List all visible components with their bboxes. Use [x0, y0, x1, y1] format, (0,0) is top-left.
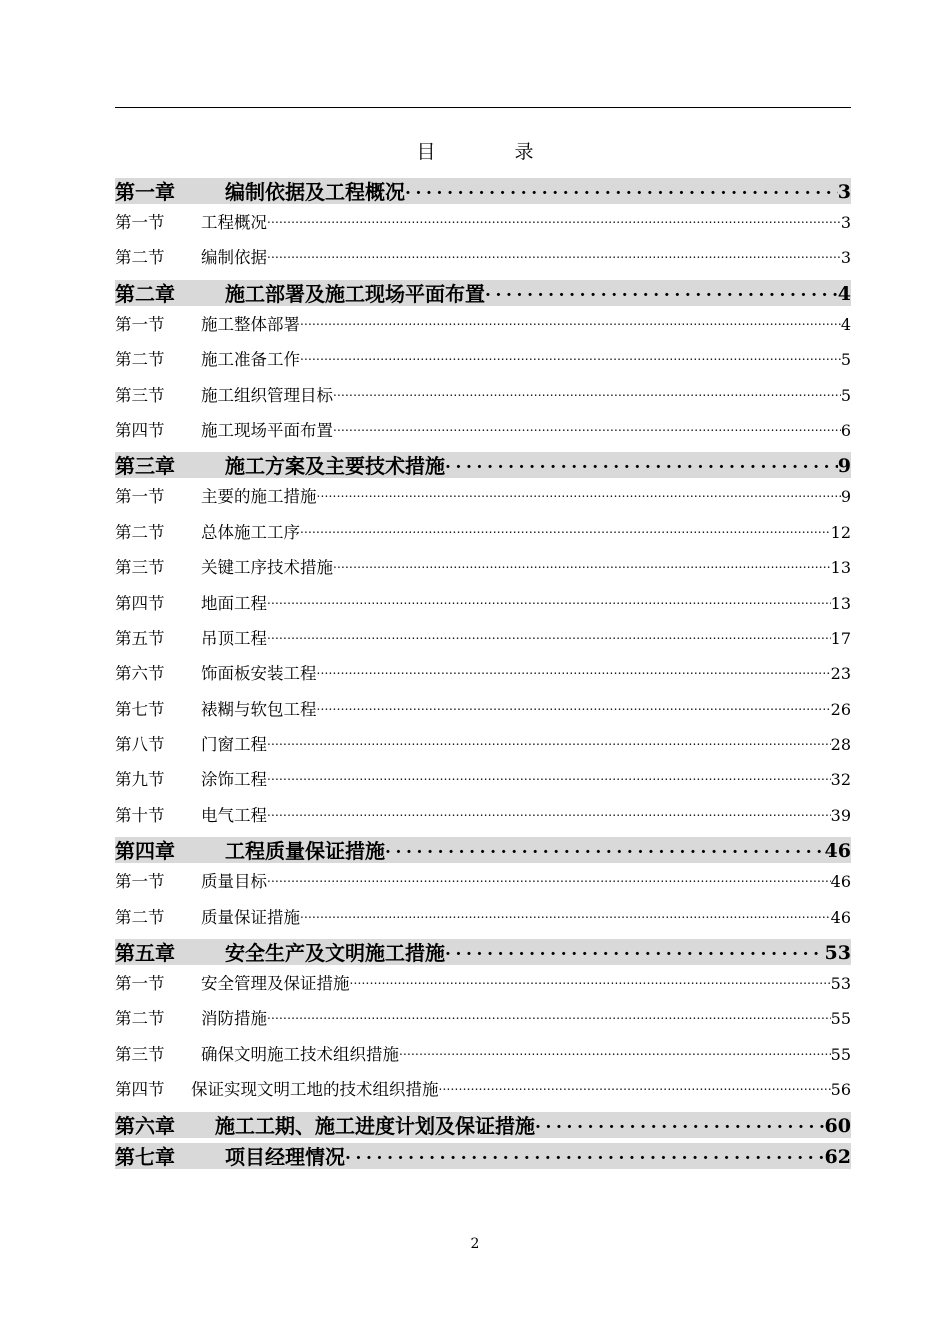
- entry-page-number: 6: [840, 420, 851, 440]
- dot-leader: [267, 209, 841, 234]
- entry-number: 第八节: [115, 735, 165, 755]
- entry-number: 第二节: [115, 350, 165, 370]
- entry-page-number: 46: [824, 840, 851, 863]
- entry-number: 第一节: [115, 487, 165, 507]
- entry-page-number: 3: [840, 213, 851, 232]
- dot-leader: [317, 660, 831, 685]
- dot-leader: [317, 483, 841, 508]
- dot-leader: [333, 417, 841, 442]
- entry-number: 第二章: [115, 281, 175, 306]
- entry-page-number: 53: [824, 942, 851, 965]
- dot-leader: [267, 868, 831, 893]
- entry-number: 第七章: [115, 1144, 175, 1169]
- entry-page-number: 32: [830, 770, 851, 790]
- toc-section-entry[interactable]: [115, 382, 851, 407]
- entry-number: 第三章: [115, 454, 175, 479]
- page-number: 2: [470, 1236, 480, 1252]
- entry-number: 第一节: [115, 213, 165, 232]
- entry-title: 吊顶工程: [201, 628, 267, 648]
- entry-number: 第四节: [115, 420, 165, 440]
- entry-page-number: 13: [830, 593, 851, 613]
- entry-number: 第四节: [115, 593, 165, 613]
- entry-title: 地面工程: [201, 593, 267, 613]
- dot-leader: [267, 625, 831, 650]
- toc-section-entry[interactable]: [115, 346, 851, 371]
- entry-page-number: 39: [830, 805, 851, 825]
- toc-section-entry[interactable]: [115, 1005, 851, 1030]
- dot-leader: [350, 970, 831, 995]
- entry-title: 施工准备工作: [201, 350, 300, 370]
- entry-number: 第三节: [115, 385, 165, 405]
- entry-page-number: 46: [830, 907, 851, 927]
- entry-title: 安全生产及文明施工措施: [225, 941, 445, 966]
- entry-page-number: 12: [830, 522, 851, 542]
- dot-leader: [267, 802, 831, 827]
- entry-number: 第六章: [115, 1113, 175, 1138]
- toc-section-entry[interactable]: [115, 766, 851, 791]
- entry-page-number: 3: [840, 248, 851, 268]
- dot-leader: [267, 1005, 831, 1030]
- dot-leader: [399, 1041, 831, 1066]
- entry-number: 第十节: [115, 805, 165, 825]
- dot-leader: [445, 939, 825, 965]
- dot-leader: [300, 904, 831, 929]
- toc-section-entry[interactable]: [115, 970, 851, 995]
- dot-leader: [300, 519, 831, 544]
- entry-title: 施工现场平面布置: [201, 420, 333, 440]
- toc-section-entry[interactable]: [115, 554, 851, 579]
- dot-leader: [267, 766, 831, 791]
- entry-title: 保证实现文明工地的技术组织措施: [191, 1080, 439, 1100]
- dot-leader: [405, 178, 838, 204]
- entry-title: 施工整体部署: [201, 314, 300, 334]
- toc-section-entry[interactable]: [115, 904, 851, 929]
- entry-number: 第三节: [115, 1044, 165, 1064]
- dot-leader: [535, 1112, 825, 1138]
- entry-number: 第六节: [115, 664, 165, 684]
- entry-page-number: 9: [840, 487, 851, 507]
- entry-number: 第五章: [115, 941, 175, 966]
- entry-title: 工程概况: [201, 213, 267, 232]
- dot-leader: [445, 452, 838, 478]
- entry-number: 第四章: [115, 839, 175, 864]
- entry-page-number: 55: [830, 1044, 851, 1064]
- toc-chapter-entry[interactable]: [115, 178, 851, 204]
- entry-title: 门窗工程: [201, 735, 267, 755]
- entry-page-number: 5: [840, 350, 851, 370]
- entry-number: 第九节: [115, 770, 165, 790]
- toc-section-entry[interactable]: [115, 660, 851, 685]
- entry-title: 确保文明施工技术组织措施: [201, 1044, 399, 1064]
- entry-number: 第二节: [115, 522, 165, 542]
- toc-section-entry[interactable]: [115, 209, 851, 234]
- entry-number: 第一章: [115, 180, 175, 204]
- toc-chapter-entry[interactable]: [115, 1143, 851, 1169]
- entry-number: 第七节: [115, 699, 165, 719]
- entry-number: 第二节: [115, 248, 165, 268]
- dot-leader: [300, 346, 841, 371]
- entry-number: 第二节: [115, 907, 165, 927]
- entry-page-number: 46: [830, 872, 851, 892]
- entry-title: 关键工序技术措施: [201, 558, 333, 578]
- entry-page-number: 26: [830, 699, 851, 719]
- toc-section-entry[interactable]: [115, 625, 851, 650]
- toc-chapter-entry[interactable]: [115, 280, 851, 306]
- dot-leader: [333, 554, 831, 579]
- entry-number: 第四节: [115, 1080, 165, 1100]
- dot-leader: [385, 837, 825, 863]
- entry-page-number: 56: [830, 1080, 851, 1100]
- toc-section-entry[interactable]: [115, 731, 851, 756]
- dot-leader: [439, 1076, 831, 1101]
- entry-page-number: 13: [830, 558, 851, 578]
- entry-page-number: 17: [830, 628, 851, 648]
- toc-section-entry[interactable]: [115, 417, 851, 442]
- entry-page-number: 28: [830, 735, 851, 755]
- entry-title: 电气工程: [201, 805, 267, 825]
- toc-chapter-entry[interactable]: [115, 452, 851, 478]
- table-of-contents: [115, 178, 851, 1174]
- entry-title: 裱糊与软包工程: [201, 699, 317, 719]
- entry-title: 质量保证措施: [201, 907, 300, 927]
- entry-title: 饰面板安装工程: [201, 664, 317, 684]
- entry-number: 第一节: [115, 974, 165, 994]
- entry-title: 工程质量保证措施: [225, 839, 385, 864]
- dot-leader: [317, 696, 831, 721]
- dot-leader: [485, 280, 838, 306]
- entry-title: 项目经理情况: [225, 1144, 345, 1169]
- toc-title: 目 录: [416, 141, 564, 163]
- entry-title: 质量目标: [201, 872, 267, 892]
- entry-title: 施工组织管理目标: [201, 385, 333, 405]
- entry-number: 第三节: [115, 558, 165, 578]
- entry-title: 编制依据: [201, 248, 267, 268]
- entry-page-number: 3: [837, 181, 851, 203]
- entry-title: 消防措施: [201, 1009, 267, 1029]
- toc-section-entry[interactable]: [115, 868, 851, 893]
- dot-leader: [345, 1143, 825, 1169]
- dot-leader: [267, 731, 831, 756]
- toc-chapter-entry[interactable]: [115, 1112, 851, 1138]
- entry-number: 第五节: [115, 628, 165, 648]
- toc-section-entry[interactable]: [115, 802, 851, 827]
- entry-title: 总体施工工序: [201, 522, 300, 542]
- entry-title: 施工方案及主要技术措施: [225, 454, 445, 479]
- dot-leader: [267, 244, 841, 269]
- toc-section-entry[interactable]: [115, 244, 851, 269]
- toc-section-entry[interactable]: [115, 1076, 851, 1101]
- entry-title: 施工部署及施工现场平面布置: [225, 281, 485, 306]
- header-rule: [115, 107, 851, 108]
- toc-chapter-entry[interactable]: [115, 939, 851, 965]
- entry-page-number: 55: [830, 1009, 851, 1029]
- entry-title: 安全管理及保证措施: [201, 974, 350, 994]
- toc-section-entry[interactable]: [115, 696, 851, 721]
- entry-number: 第一节: [115, 872, 165, 892]
- dot-leader: [267, 590, 831, 615]
- entry-page-number: 9: [837, 455, 851, 478]
- entry-title: 涂饰工程: [201, 770, 267, 790]
- entry-page-number: 60: [824, 1114, 851, 1137]
- entry-title: 主要的施工措施: [201, 487, 317, 507]
- entry-page-number: 53: [830, 974, 851, 994]
- dot-leader: [300, 311, 841, 336]
- entry-page-number: 23: [830, 664, 851, 684]
- entry-number: 第一节: [115, 314, 165, 334]
- entry-title: 编制依据及工程概况: [225, 180, 405, 204]
- entry-title: 施工工期、施工进度计划及保证措施: [215, 1113, 535, 1138]
- entry-page-number: 5: [840, 385, 851, 405]
- entry-page-number: 62: [824, 1145, 851, 1168]
- dot-leader: [333, 382, 841, 407]
- toc-section-entry[interactable]: [115, 590, 851, 615]
- entry-page-number: 4: [840, 314, 851, 334]
- entry-number: 第二节: [115, 1009, 165, 1029]
- toc-section-entry[interactable]: [115, 1041, 851, 1066]
- toc-chapter-entry[interactable]: [115, 837, 851, 863]
- toc-section-entry[interactable]: [115, 519, 851, 544]
- toc-section-entry[interactable]: [115, 483, 851, 508]
- entry-page-number: 4: [837, 282, 851, 305]
- toc-section-entry[interactable]: [115, 311, 851, 336]
